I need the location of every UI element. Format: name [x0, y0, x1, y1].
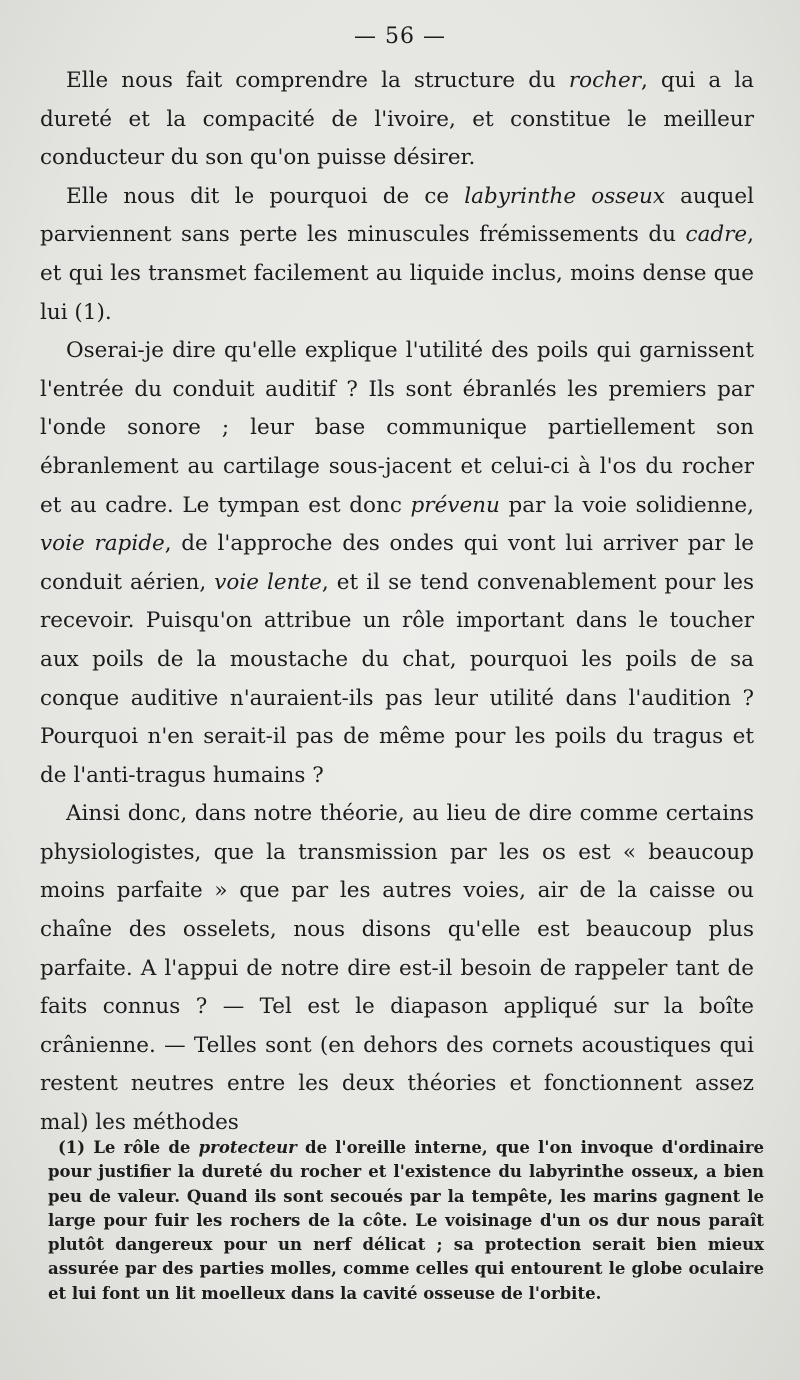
footnote — [48, 1136, 764, 1306]
paragraph-text-run: , qui a la dureté et la compacité de l'ivoire, et constitue le meilleur conducteur du son qu'on puisse désirer. — [40, 68, 754, 171]
paragraph-italic-run: cadre — [685, 222, 748, 248]
paragraph-text-run: par la voie solidienne, — [499, 492, 754, 518]
footnote-text — [48, 1136, 764, 1306]
paragraph-text-run: , de l'approche des ondes qui vont lui arriver par le conduit aérien, — [40, 531, 754, 595]
paragraph-1 — [40, 62, 754, 178]
footnote-text-run: de l'oreille interne, que l'on invoque d'ordinaire pour justifier la dureté du rocher et l'existence du labyrinthe osseux, a bien peu de valeur. Quand ils sont secoués par la tempête, les marins gagnent le large pour fuir les rochers de la côte. Le voisinage d'un os dur nous paraît plutôt dangereux pour un nerf délicat ; sa protection serait bien mieux assurée par des parties molles, comme celles qui entourent le globe oculaire et lui font un lit moelleux dans la cavité osseuse de l'orbite. — [48, 1138, 765, 1303]
paragraph-text-run: Elle nous fait comprendre la structure du — [66, 68, 569, 93]
footnote-italic-run: protecteur — [198, 1138, 297, 1157]
footnote-text-run: (1) Le rôle de — [58, 1138, 199, 1157]
paragraph-italic-run: voie lente — [214, 569, 322, 595]
paragraph-4 — [40, 795, 754, 1142]
paragraph-3 — [40, 332, 754, 795]
paragraph-text-run: , et qui les transmet facilement au liquide inclus, moins dense que lui (1). — [40, 222, 754, 325]
body-text — [40, 62, 754, 1143]
paragraph-italic-run: rocher — [568, 68, 641, 93]
paragraph-italic-run: voie rapide — [40, 531, 165, 557]
paragraph-text-run: auquel parviennent sans perte les minuscules frémissements du — [40, 183, 754, 248]
paragraph-text-run: Elle nous dit le pourquoi de ce — [66, 183, 465, 209]
paragraph-2 — [40, 178, 754, 332]
page-number: — 56 — — [354, 24, 446, 49]
paragraph-text-run: Oserai-je dire qu'elle explique l'utilité des poils qui garnissent l'entrée du conduit auditif ? Ils sont ébranlés les premiers par l'onde sonore ; leur base communique partiellement son ébranlement au cartilage sous-jacent et celui-ci à l'os du rocher et au cadre. Le tympan est donc — [40, 338, 754, 518]
paragraph-text-run: , et il se tend convenablement pour les recevoir. Puisqu'on attribue un rôle important dans le toucher aux poils de la moustache du chat, pourquoi les poils de sa conque auditive n'auraient-ils pas leur utilité dans l'audition ? Pourquoi n'en serait-il pas de même pour les poils du tragus et de l'anti-tragus humains ? — [40, 569, 754, 788]
paragraph-italic-run: labyrinthe osseux — [464, 183, 665, 209]
paragraph-text-run: Ainsi donc, dans notre théorie, au lieu de dire comme certains physiologistes, que la transmission par les os est « beaucoup moins parfaite » que par les autres voies, air de la caisse ou chaîne des osselets, nous disons qu'elle est beaucoup plus parfaite. A l'appui de notre dire est-il besoin de rappeler tant de faits connus ? — Tel est le diapason appliqué sur la boîte crânienne. — Telles sont (en dehors des cornets acoustiques qui restent neutres entre les deux théories et fonctionnent assez mal) les méthodes — [40, 801, 754, 1136]
paragraph-italic-run: prévenu — [410, 492, 500, 518]
